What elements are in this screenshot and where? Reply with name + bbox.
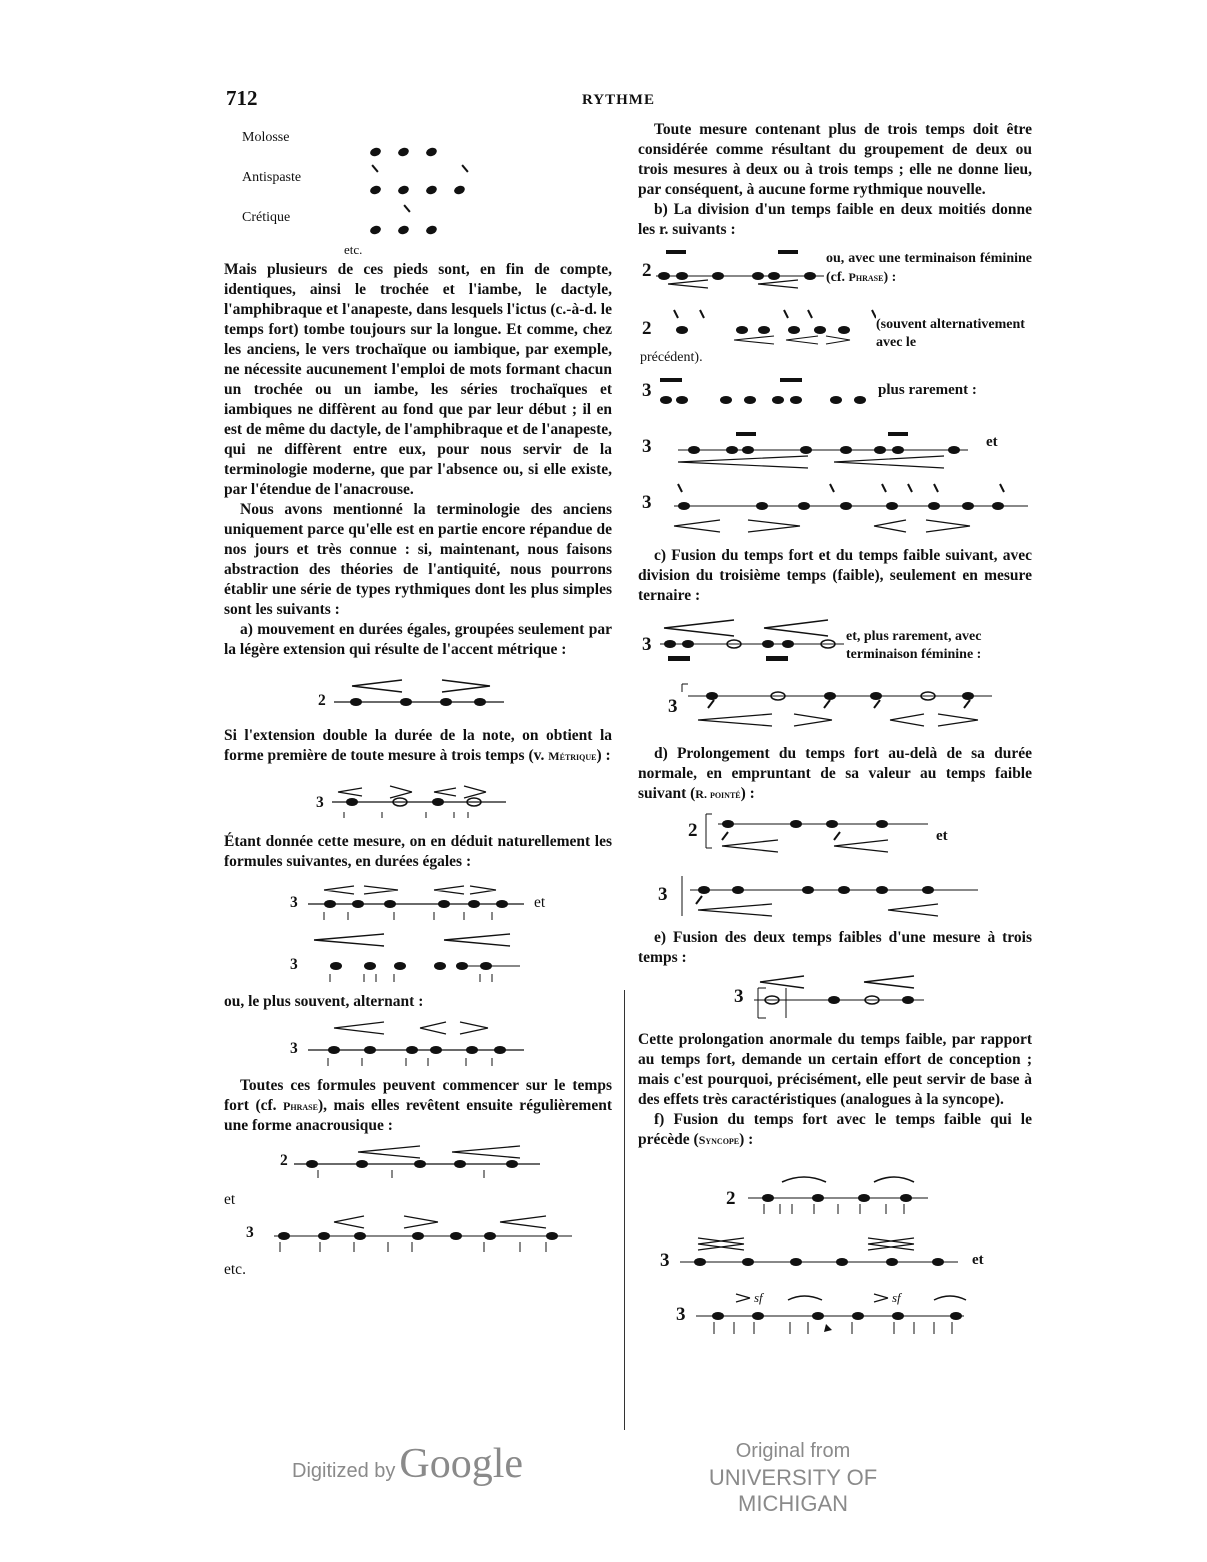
accent-mark: [403, 204, 410, 212]
text-run: ) :: [739, 1131, 754, 1148]
meter-number: 3: [246, 1224, 254, 1241]
note-mark: [397, 184, 410, 195]
meter-number: 3: [658, 884, 668, 905]
text-run: f) Fusion du temps fort avec le temps faible qui le précède (: [638, 1111, 1032, 1148]
music-example-b4: [638, 428, 1032, 476]
notation-graphic: [224, 666, 612, 720]
music-example-3-formulas-b: [224, 930, 612, 986]
music-example-b2: [638, 308, 1032, 370]
notation-graphic: [638, 246, 826, 302]
meter-number: 3: [290, 1040, 298, 1057]
note-mark: [425, 146, 438, 157]
music-example-f1: [638, 1168, 1032, 1226]
note-mark: [369, 184, 382, 195]
meter-number: 2: [726, 1188, 736, 1209]
note-mark: [397, 146, 410, 157]
music-example-f2: [638, 1232, 1032, 1284]
paragraph: c) Fusion du temps fort et du temps faible suivant, avec division du troisième temps (faible), seulement en mesure ternaire :: [638, 547, 1032, 604]
notation-graphic: [638, 1232, 968, 1284]
example-caption: plus rarement :: [878, 382, 977, 398]
meter-number: 2: [318, 692, 326, 709]
meter-number: 3: [734, 986, 744, 1007]
text-run: ) :: [883, 270, 897, 285]
music-example-c1: [638, 612, 1032, 676]
music-example-b3: [638, 376, 1032, 422]
music-example-d1: [638, 810, 1032, 864]
meter-number: 3: [642, 380, 652, 401]
meter-number: 2: [688, 820, 698, 841]
meter-number: 2: [280, 1152, 288, 1169]
music-example-anacrusis-3: [224, 1210, 612, 1254]
notation-graphic: [638, 1168, 1032, 1226]
notation-graphic: [638, 482, 1032, 540]
original-from-watermark: [668, 1440, 918, 1517]
note-mark: [425, 224, 438, 235]
et-label: et: [936, 828, 948, 844]
paragraph: b) La division d'un temps faible en deux moitiés donne les r. suivants :: [638, 201, 1032, 238]
meter-number: 3: [660, 1250, 670, 1271]
page-number: 712: [226, 86, 258, 110]
et-label: et: [534, 894, 546, 911]
cross-reference: R. pointé: [695, 787, 741, 801]
text-run: ou, avec une terminaison féminine (cf.: [826, 251, 1032, 285]
sf-marking: sf: [892, 1290, 901, 1305]
text-run: Toutes ces formules peuvent commencer sur le temps fort (cf.: [224, 1077, 612, 1114]
notation-graphic: [638, 376, 878, 422]
notation-graphic: [638, 810, 934, 864]
note-mark: [425, 184, 438, 195]
music-example-3-formulas-a: [224, 878, 612, 924]
notation-graphic: [224, 878, 524, 924]
music-example-b1: [638, 246, 1032, 302]
foot-etc: etc.: [344, 242, 363, 257]
meter-number: 3: [290, 894, 298, 911]
accent-mark: [371, 164, 378, 172]
notation-graphic: [638, 612, 846, 676]
text-run: d) Prolongement du temps fort au-delà de sa durée normale, en empruntant de sa valeur au temps faible suivant (: [638, 745, 1032, 802]
meter-number: 3: [642, 634, 652, 655]
music-example-3-alternating: [224, 1018, 612, 1070]
digitized-by-watermark: [292, 1440, 523, 1488]
university-label: UNIVERSITY OF MICHIGAN: [708, 1465, 878, 1516]
paragraph: Nous avons mentionné la terminologie des anciens uniquement parce qu'elle est en partie encore répandue de nos jours et très connue : si, maintenant, nous faisons abstraction des théories de l'antiquité, nous pourrons établir une série de types rythmiques dont les plus simples sont les suivants :: [224, 501, 612, 618]
meter-number: 3: [642, 492, 652, 513]
notation-graphic: [638, 1290, 1032, 1348]
meter-number: 3: [676, 1304, 686, 1325]
et-label: et: [986, 434, 998, 450]
text-run: ), mais elles revêtent ensuite régulièrement une forme anacrousique :: [224, 1097, 612, 1134]
meter-number: 3: [642, 436, 652, 457]
music-example-f3: [638, 1290, 1032, 1348]
sf-marking: sf: [754, 1290, 763, 1305]
music-example-b5: [638, 482, 1032, 540]
right-column: [638, 120, 1032, 1354]
music-example-e1: [638, 974, 1032, 1024]
notation-graphic: [638, 974, 1032, 1024]
cross-reference: Métrique: [548, 749, 597, 763]
google-logo-text: Google: [399, 1441, 524, 1487]
foot-label-cretique: Crétique: [242, 210, 291, 225]
cross-reference: Phrase: [283, 1099, 318, 1113]
paragraph: etc.: [224, 1261, 246, 1278]
metrical-feet: [224, 120, 612, 260]
running-title: RYTHME: [582, 92, 655, 108]
music-example-3-basic: [224, 772, 612, 826]
paragraph: [638, 744, 1032, 804]
paragraph: Toute mesure contenant plus de trois temps doit être considérée comme résultant du groupement de deux ou trois mesures à deux ou à trois temps ; elle ne donne lieu, par conséquent, à aucune forme rythmique nouvelle.: [638, 121, 1032, 198]
paragraph: ou, le plus souvent, alternant :: [224, 993, 424, 1010]
notation-graphic: [638, 308, 876, 352]
note-mark: [453, 184, 466, 195]
note-mark: [397, 224, 410, 235]
notation-graphic: [224, 1210, 612, 1254]
music-example-d2: [638, 870, 1032, 922]
paragraph: et: [224, 1191, 236, 1208]
digitized-label: Digitized by: [292, 1460, 396, 1482]
original-from-label: Original from: [735, 1440, 851, 1462]
paragraph: [224, 1076, 612, 1136]
accent-mark: [461, 164, 468, 172]
text-run: ) :: [596, 747, 611, 764]
cross-reference: Syncope: [698, 1133, 740, 1147]
notation-graphic: [638, 428, 968, 476]
meter-number: 3: [290, 956, 298, 973]
text-run: ) :: [740, 785, 755, 802]
cross-reference: Phrase: [848, 270, 884, 284]
example-caption-cont: précédent).: [640, 350, 703, 365]
note-mark: [369, 146, 382, 157]
column-divider: [624, 990, 625, 1430]
example-caption: [826, 250, 1032, 287]
et-label: et: [972, 1252, 984, 1268]
paragraph: a) mouvement en durées égales, groupées seulement par la légère extension qui résulte de l'accent métrique :: [224, 621, 612, 658]
foot-label-antispaste: Antispaste: [242, 170, 302, 185]
music-example-anacrusis-2: [224, 1142, 612, 1184]
music-example-2-equal: [224, 666, 612, 720]
notation-graphic: [224, 930, 524, 986]
paragraph: [638, 1110, 1032, 1150]
paragraph: Cette prolongation anormale du temps faible, par rapport au temps fort, demande un certain effort de conception ; mais c'est pourquoi, précisément, elle peut servir de base à des effets très caractéristiques (analogues à la syncope).: [638, 1031, 1032, 1108]
example-caption: (souvent alternativement avec le: [876, 317, 1025, 350]
meter-number: 3: [668, 696, 678, 717]
notation-graphic: [638, 682, 1032, 738]
paragraph: e) Fusion des deux temps faibles d'une mesure à trois temps :: [638, 929, 1032, 966]
meter-number: 3: [316, 794, 324, 811]
paragraph: [224, 726, 612, 766]
notation-graphic: [224, 772, 612, 826]
paragraph: Étant donnée cette mesure, on en déduit naturellement les formules suivantes, en durées égales :: [224, 833, 612, 870]
notation-graphic: [638, 870, 1032, 922]
text-run: Si l'extension double la durée de la note, on obtient la forme première de toute mesure à trois temps (v.: [224, 727, 612, 764]
meter-number: 2: [642, 318, 652, 339]
notation-graphic: [224, 1018, 524, 1070]
foot-label-molosse: Molosse: [242, 130, 290, 145]
meter-number: 2: [642, 260, 652, 281]
note-mark: [369, 224, 382, 235]
left-column: [224, 120, 612, 1280]
paragraph: Mais plusieurs de ces pieds sont, en fin de compte, identiques, ainsi le trochée et l'iambe, le dactyle, l'amphibraque et l'anapeste, dans lesquels l'ictus (c.-à-d. le temps fort) tombe toujours sur la longue. Et comme, chez les anciens, le vers trochaïque ou iambique, par exemple, ne nécessite aucunement l'emploi de mots formant chacun un trochée ou un iambe, les séries trochaïques et iambiques ne diffèrent au fond que par leur début ; il en est de même du dactyle, de l'amphibraque et de l'anapeste, qui ne diffèrent entre eux, pour nous servir de la terminologie moderne, que par l'absence ou, si elle existe, par l'étendue de l'anacrouse.: [224, 261, 612, 498]
music-example-c2: [638, 682, 1032, 738]
example-caption: et, plus rarement, avec terminaison féminine :: [846, 629, 982, 662]
